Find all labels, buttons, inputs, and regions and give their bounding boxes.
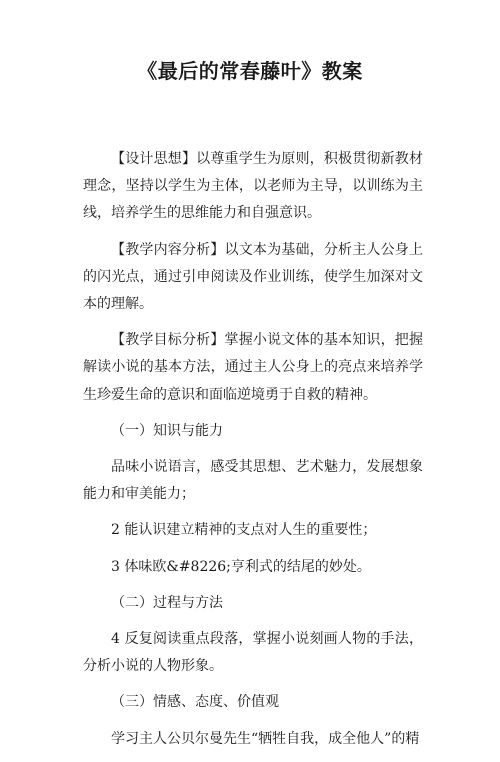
paragraph-item-3: 3 体味欧&#8226;亨利式的结尾的妙处。 [111, 558, 371, 575]
document-body [83, 146, 423, 762]
paragraph-item-4: 4 反复阅读重点段落，掌握小说刻画人物的手法，分析小说的人物形象。 [83, 631, 423, 675]
paragraph-design-idea: 【设计思想】以尊重学生为原则，积极贯彻新教材理念，坚持以学生为主体，以老师为主导，以训练为主线，培养学生的思维能力和自强意识。 [83, 151, 423, 222]
paragraph-item-1: 品味小说语言，感受其思想、艺术魅力，发展想象能力和审美能力； [83, 459, 423, 503]
paragraph-content-analysis: 【教学内容分析】以文本为基础，分析主人公身上的闪光点，通过引申阅读及作业训练，使学生加深对文本的理解。 [83, 241, 423, 313]
section-heading-values: （三）情感、态度、价值观 [111, 694, 279, 711]
paragraph-goal-analysis: 【教学目标分析】掌握小说文体的基本知识，把握解读小说的基本方法，通过主人公身上的亮点来培养学生珍爱生命的意识和面临逆境勇于自救的精神。 [83, 332, 423, 403]
document-title: 《最后的常春藤叶》教案 [137, 59, 363, 83]
paragraph-values-text: 学习主人公贝尔曼先生“牺牲自我，成全他人”的精 [111, 730, 420, 747]
paragraph-item-2: 2 能认识建立精神的支点对人生的重要性； [111, 522, 377, 539]
section-heading-knowledge: （一）知识与能力 [111, 422, 223, 439]
section-heading-process: （二）过程与方法 [111, 594, 223, 611]
